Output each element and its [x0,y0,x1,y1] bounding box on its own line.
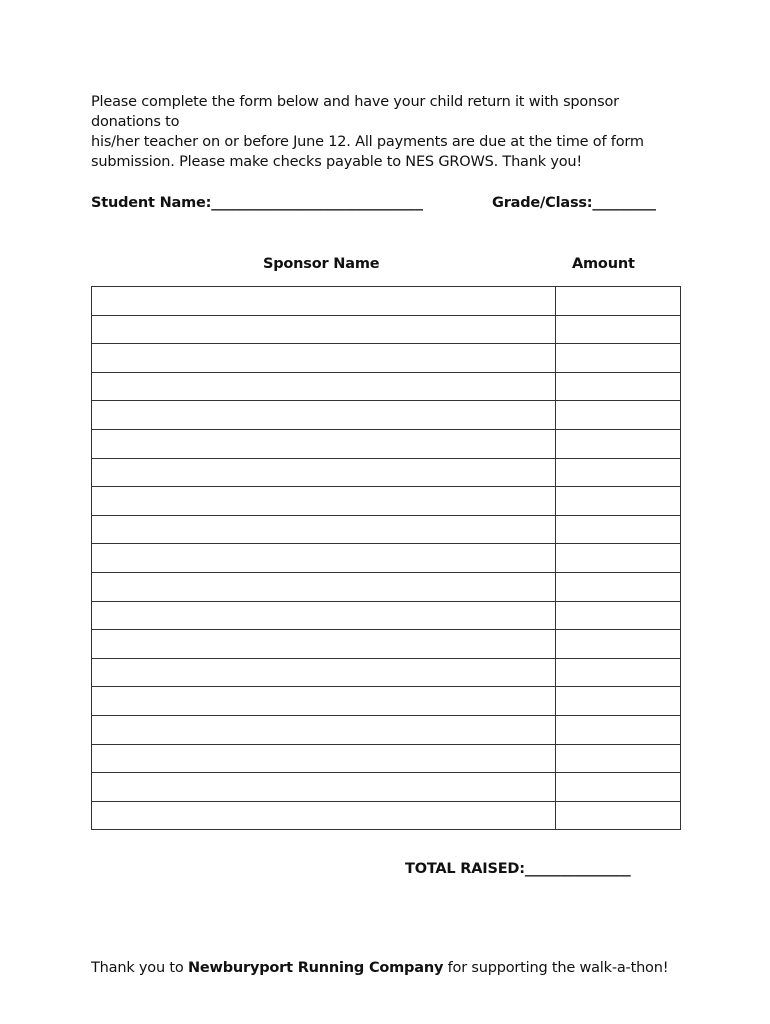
thank-you-suffix: for supporting the walk-a-thon! [443,960,669,976]
instructions-line-1: Please complete the form below and have your child return it with sponsor donations to [91,94,619,130]
table-row [92,544,681,573]
amount-cell[interactable] [556,372,681,401]
table-row [92,687,681,716]
amount-cell[interactable] [556,287,681,316]
total-raised-field[interactable]: TOTAL RAISED:_______________ [405,861,631,877]
table-row [92,773,681,802]
sponsor-name-cell[interactable] [92,801,556,830]
sponsor-name-cell[interactable] [92,429,556,458]
table-row [92,515,681,544]
amount-header: Amount [572,256,635,272]
sponsor-name-cell[interactable] [92,344,556,373]
sponsor-name-cell[interactable] [92,287,556,316]
sponsor-name-cell[interactable] [92,715,556,744]
sponsor-name-cell[interactable] [92,687,556,716]
table-row [92,801,681,830]
table-row [92,630,681,659]
amount-cell[interactable] [556,487,681,516]
thank-you-note [91,960,668,976]
table-row [92,287,681,316]
sponsor-name-cell[interactable] [92,601,556,630]
sponsor-name-cell[interactable] [92,458,556,487]
table-row [92,315,681,344]
student-name-field[interactable]: Student Name:______________________________ [91,195,423,211]
table-row [92,458,681,487]
table-row [92,487,681,516]
table-row [92,429,681,458]
amount-cell[interactable] [556,572,681,601]
amount-cell[interactable] [556,687,681,716]
amount-cell[interactable] [556,744,681,773]
amount-cell[interactable] [556,429,681,458]
thank-you-prefix: Thank you to [91,960,188,976]
sponsor-company-name: Newburyport Running Company [187,960,444,976]
sponsor-name-header: Sponsor Name [263,256,380,272]
table-row [92,744,681,773]
sponsor-name-cell[interactable] [92,630,556,659]
sponsor-name-cell[interactable] [92,515,556,544]
instructions-line-2: his/her teacher on or before June 12. All payments are due at the time of form [91,134,644,150]
sponsor-name-cell[interactable] [92,572,556,601]
amount-cell[interactable] [556,630,681,659]
amount-cell[interactable] [556,315,681,344]
sponsor-table [91,286,681,830]
amount-cell[interactable] [556,715,681,744]
sponsor-name-cell[interactable] [92,544,556,573]
amount-cell[interactable] [556,458,681,487]
instructions-line-3: submission. Please make checks payable to NES GROWS. Thank you! [91,154,582,170]
amount-cell[interactable] [556,344,681,373]
sponsor-name-cell[interactable] [92,315,556,344]
table-row [92,372,681,401]
table-row [92,715,681,744]
table-row [92,601,681,630]
sponsor-name-cell[interactable] [92,487,556,516]
sponsor-name-cell[interactable] [92,401,556,430]
grade-class-field[interactable]: Grade/Class:_________ [492,195,656,211]
amount-cell[interactable] [556,401,681,430]
sponsor-name-cell[interactable] [92,372,556,401]
table-row [92,658,681,687]
amount-cell[interactable] [556,801,681,830]
table-row [92,572,681,601]
amount-cell[interactable] [556,658,681,687]
instructions-paragraph [91,92,691,172]
amount-cell[interactable] [556,544,681,573]
amount-cell[interactable] [556,773,681,802]
table-row [92,401,681,430]
sponsor-name-cell[interactable] [92,658,556,687]
sponsor-name-cell[interactable] [92,744,556,773]
amount-cell[interactable] [556,515,681,544]
table-row [92,344,681,373]
amount-cell[interactable] [556,601,681,630]
sponsor-name-cell[interactable] [92,773,556,802]
